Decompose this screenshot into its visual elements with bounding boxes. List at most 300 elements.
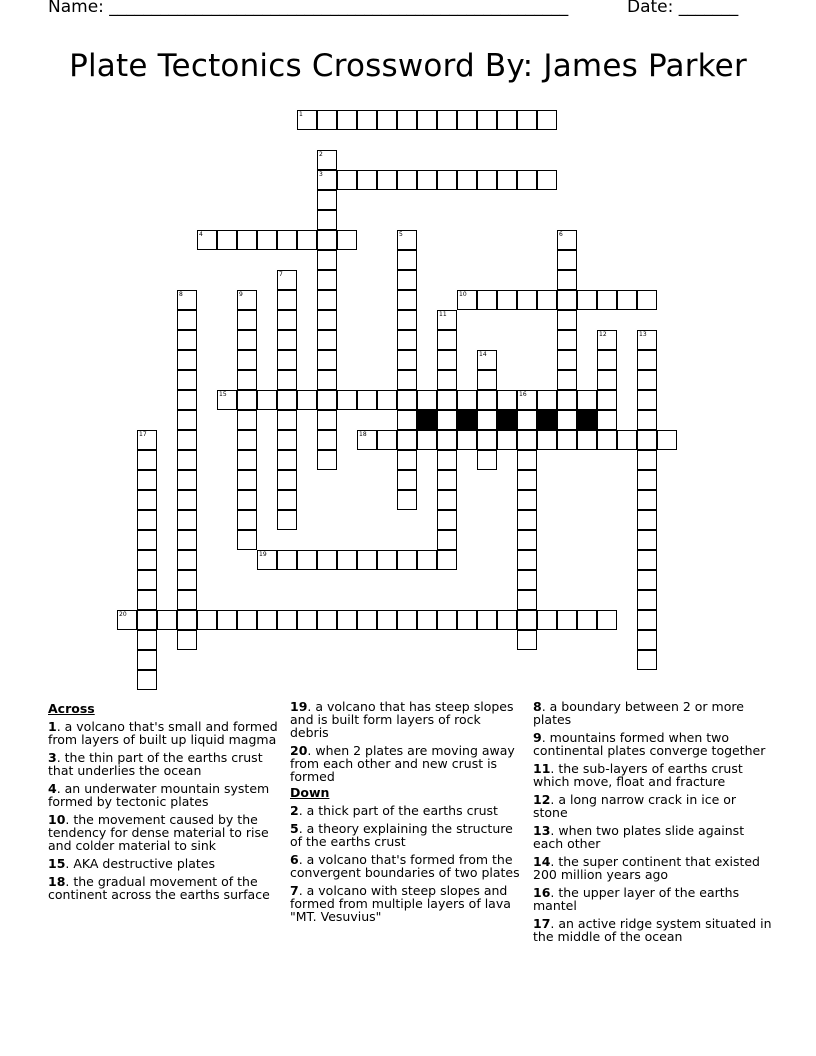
clue-item	[533, 917, 773, 943]
letter-cell[interactable]	[437, 450, 457, 470]
letter-cell[interactable]	[397, 430, 417, 450]
letter-cell[interactable]	[397, 270, 417, 290]
letter-cell[interactable]	[397, 410, 417, 430]
letter-cell[interactable]	[137, 570, 157, 590]
letter-cell[interactable]	[137, 550, 157, 570]
clue-number: 9	[239, 291, 243, 298]
letter-cell[interactable]	[277, 330, 297, 350]
letter-cell[interactable]	[477, 370, 497, 390]
letter-cell[interactable]	[177, 390, 197, 410]
letter-cell[interactable]	[317, 110, 337, 130]
letter-cell[interactable]	[237, 530, 257, 550]
letter-cell[interactable]	[237, 390, 257, 410]
letter-cell[interactable]	[277, 470, 297, 490]
letter-cell[interactable]	[637, 450, 657, 470]
letter-cell[interactable]	[257, 230, 277, 250]
letter-cell[interactable]	[177, 630, 197, 650]
letter-cell[interactable]	[557, 290, 577, 310]
name-field[interactable]: Name: ______________________________________________________	[48, 0, 569, 17]
letter-cell[interactable]	[637, 650, 657, 670]
letter-cell[interactable]	[437, 410, 457, 430]
clue-text: . a volcano that's small and formed from layers of built up liquid magma	[48, 719, 278, 747]
letter-cell[interactable]	[397, 610, 417, 630]
letter-cell[interactable]	[177, 510, 197, 530]
letter-cell[interactable]	[357, 170, 377, 190]
clue-number: 4	[48, 781, 57, 796]
letter-cell[interactable]	[497, 610, 517, 630]
clue-item	[290, 884, 520, 923]
letter-cell[interactable]	[317, 550, 337, 570]
clue-item	[48, 782, 280, 808]
clue-item	[48, 875, 280, 901]
letter-cell[interactable]	[277, 450, 297, 470]
letter-cell[interactable]	[637, 630, 657, 650]
letter-cell[interactable]	[317, 410, 337, 430]
letter-cell[interactable]	[317, 390, 337, 410]
clue-item	[290, 744, 520, 783]
letter-cell[interactable]	[177, 410, 197, 430]
letter-cell[interactable]	[637, 530, 657, 550]
letter-cell[interactable]	[517, 530, 537, 550]
letter-cell[interactable]	[457, 110, 477, 130]
letter-cell[interactable]	[297, 610, 317, 630]
letter-cell[interactable]	[557, 410, 577, 430]
clue-number: 11	[439, 311, 447, 318]
letter-cell[interactable]	[397, 230, 417, 250]
letter-cell[interactable]	[497, 170, 517, 190]
letter-cell[interactable]	[397, 250, 417, 270]
clue-number: 3	[319, 171, 323, 178]
letter-cell[interactable]	[397, 350, 417, 370]
letter-cell[interactable]	[217, 390, 237, 410]
letter-cell[interactable]	[137, 510, 157, 530]
letter-cell[interactable]	[377, 390, 397, 410]
clue-number: 14	[533, 854, 551, 869]
letter-cell[interactable]	[417, 110, 437, 130]
letter-cell[interactable]	[497, 290, 517, 310]
clue-number: 7	[279, 271, 283, 278]
letter-cell[interactable]	[137, 590, 157, 610]
letter-cell[interactable]	[477, 110, 497, 130]
letter-cell[interactable]	[437, 430, 457, 450]
letter-cell[interactable]	[517, 170, 537, 190]
letter-cell[interactable]	[237, 290, 257, 310]
letter-cell[interactable]	[517, 430, 537, 450]
letter-cell[interactable]	[537, 390, 557, 410]
letter-cell[interactable]	[137, 630, 157, 650]
clue-text: . when two plates slide against each other	[533, 823, 745, 851]
letter-cell[interactable]	[437, 170, 457, 190]
clue-number: 6	[290, 852, 299, 867]
letter-cell[interactable]	[577, 290, 597, 310]
letter-cell[interactable]	[397, 310, 417, 330]
letter-cell[interactable]	[457, 290, 477, 310]
letter-cell[interactable]	[177, 450, 197, 470]
letter-cell[interactable]	[337, 390, 357, 410]
clue-number: 12	[599, 331, 607, 338]
letter-cell[interactable]	[517, 610, 537, 630]
letter-cell[interactable]	[557, 350, 577, 370]
letter-cell[interactable]	[177, 330, 197, 350]
date-field[interactable]: Date: _______	[627, 0, 739, 17]
letter-cell[interactable]	[597, 430, 617, 450]
letter-cell[interactable]	[197, 610, 217, 630]
letter-cell[interactable]	[517, 390, 537, 410]
letter-cell[interactable]	[377, 610, 397, 630]
letter-cell[interactable]	[237, 370, 257, 390]
letter-cell[interactable]	[637, 410, 657, 430]
letter-cell[interactable]	[237, 510, 257, 530]
letter-cell[interactable]	[597, 330, 617, 350]
letter-cell[interactable]	[397, 550, 417, 570]
letter-cell[interactable]	[297, 230, 317, 250]
letter-cell[interactable]	[537, 610, 557, 630]
letter-cell[interactable]	[197, 230, 217, 250]
clue-number: 19	[290, 699, 308, 714]
letter-cell[interactable]	[437, 110, 457, 130]
clue-number: 1	[299, 111, 303, 118]
clue-text: . when 2 plates are moving away from each other and new crust is formed	[290, 743, 515, 784]
letter-cell[interactable]	[437, 390, 457, 410]
letter-cell[interactable]	[377, 110, 397, 130]
clue-number: 16	[519, 391, 527, 398]
clue-text: . a volcano that's formed from the convergent boundaries of two plates	[290, 852, 520, 880]
clue-number: 14	[479, 351, 487, 358]
letter-cell[interactable]	[237, 350, 257, 370]
clue-number: 2	[290, 803, 299, 818]
letter-cell[interactable]	[317, 450, 337, 470]
letter-cell[interactable]	[417, 550, 437, 570]
clue-item	[290, 804, 520, 817]
letter-cell[interactable]	[177, 290, 197, 310]
letter-cell[interactable]	[397, 470, 417, 490]
letter-cell[interactable]	[557, 250, 577, 270]
letter-cell[interactable]	[517, 470, 537, 490]
letter-cell[interactable]	[497, 110, 517, 130]
black-cell	[417, 410, 437, 430]
letter-cell[interactable]	[637, 550, 657, 570]
clue-number: 8	[533, 699, 542, 714]
letter-cell[interactable]	[137, 650, 157, 670]
letter-cell[interactable]	[317, 430, 337, 450]
letter-cell[interactable]	[377, 550, 397, 570]
black-cell	[577, 410, 597, 430]
letter-cell[interactable]	[397, 450, 417, 470]
letter-cell[interactable]	[417, 170, 437, 190]
letter-cell[interactable]	[277, 610, 297, 630]
letter-cell[interactable]	[517, 570, 537, 590]
clue-number: 12	[533, 792, 551, 807]
letter-cell[interactable]	[557, 270, 577, 290]
letter-cell[interactable]	[277, 410, 297, 430]
letter-cell[interactable]	[357, 610, 377, 630]
letter-cell[interactable]	[657, 430, 677, 450]
letter-cell[interactable]	[517, 490, 537, 510]
letter-cell[interactable]	[517, 410, 537, 430]
letter-cell[interactable]	[177, 350, 197, 370]
letter-cell[interactable]	[437, 530, 457, 550]
down-heading: Down	[290, 785, 330, 800]
letter-cell[interactable]	[577, 430, 597, 450]
letter-cell[interactable]	[137, 670, 157, 690]
clue-item	[290, 822, 520, 848]
letter-cell[interactable]	[317, 290, 337, 310]
letter-cell[interactable]	[517, 290, 537, 310]
clue-text: . a volcano that has steep slopes and is built form layers of rock debris	[290, 699, 514, 740]
letter-cell[interactable]	[477, 450, 497, 470]
letter-cell[interactable]	[317, 170, 337, 190]
letter-cell[interactable]	[477, 390, 497, 410]
letter-cell[interactable]	[177, 490, 197, 510]
letter-cell[interactable]	[557, 610, 577, 630]
letter-cell[interactable]	[237, 610, 257, 630]
letter-cell[interactable]	[477, 290, 497, 310]
letter-cell[interactable]	[457, 610, 477, 630]
letter-cell[interactable]	[317, 610, 337, 630]
letter-cell[interactable]	[277, 430, 297, 450]
letter-cell[interactable]	[237, 310, 257, 330]
clue-text: . a thick part of the earths crust	[298, 803, 498, 818]
letter-cell[interactable]	[637, 350, 657, 370]
letter-cell[interactable]	[257, 390, 277, 410]
letter-cell[interactable]	[557, 310, 577, 330]
letter-cell[interactable]	[477, 170, 497, 190]
letter-cell[interactable]	[637, 330, 657, 350]
clue-number: 5	[290, 821, 299, 836]
letter-cell[interactable]	[597, 390, 617, 410]
letter-cell[interactable]	[557, 330, 577, 350]
letter-cell[interactable]	[637, 590, 657, 610]
letter-cell[interactable]	[217, 230, 237, 250]
letter-cell[interactable]	[357, 550, 377, 570]
letter-cell[interactable]	[637, 610, 657, 630]
letter-cell[interactable]	[277, 350, 297, 370]
clues-column-2	[290, 700, 520, 923]
letter-cell[interactable]	[317, 150, 337, 170]
letter-cell[interactable]	[277, 510, 297, 530]
letter-cell[interactable]	[277, 370, 297, 390]
letter-cell[interactable]	[317, 230, 337, 250]
letter-cell[interactable]	[117, 610, 137, 630]
clue-number: 20	[290, 743, 308, 758]
letter-cell[interactable]	[277, 270, 297, 290]
letter-cell[interactable]	[357, 390, 377, 410]
letter-cell[interactable]	[297, 390, 317, 410]
letter-cell[interactable]	[437, 510, 457, 530]
letter-cell[interactable]	[337, 170, 357, 190]
letter-cell[interactable]	[437, 610, 457, 630]
letter-cell[interactable]	[317, 190, 337, 210]
letter-cell[interactable]	[437, 310, 457, 330]
letter-cell[interactable]	[377, 430, 397, 450]
clue-text: . a long narrow crack in ice or stone	[533, 792, 737, 820]
letter-cell[interactable]	[517, 110, 537, 130]
letter-cell[interactable]	[597, 410, 617, 430]
letter-cell[interactable]	[537, 170, 557, 190]
clue-number: 8	[179, 291, 183, 298]
letter-cell[interactable]	[317, 350, 337, 370]
letter-cell[interactable]	[557, 390, 577, 410]
letter-cell[interactable]	[537, 430, 557, 450]
letter-cell[interactable]	[437, 350, 457, 370]
letter-cell[interactable]	[477, 430, 497, 450]
clue-number: 17	[139, 431, 147, 438]
letter-cell[interactable]	[477, 350, 497, 370]
letter-cell[interactable]	[537, 110, 557, 130]
letter-cell[interactable]	[177, 610, 197, 630]
letter-cell[interactable]	[457, 390, 477, 410]
letter-cell[interactable]	[557, 370, 577, 390]
letter-cell[interactable]	[137, 610, 157, 630]
letter-cell[interactable]	[317, 270, 337, 290]
letter-cell[interactable]	[337, 230, 357, 250]
letter-cell[interactable]	[277, 390, 297, 410]
letter-cell[interactable]	[517, 550, 537, 570]
letter-cell[interactable]	[237, 230, 257, 250]
letter-cell[interactable]	[137, 430, 157, 450]
clue-item	[290, 853, 520, 879]
letter-cell[interactable]	[397, 110, 417, 130]
letter-cell[interactable]	[297, 110, 317, 130]
clue-text: . the movement caused by the tendency for dense material to rise and colder material to sink	[48, 812, 269, 853]
clue-number: 6	[559, 231, 563, 238]
letter-cell[interactable]	[557, 430, 577, 450]
letter-cell[interactable]	[597, 350, 617, 370]
letter-cell[interactable]	[637, 290, 657, 310]
letter-cell[interactable]	[237, 470, 257, 490]
letter-cell[interactable]	[477, 410, 497, 430]
letter-cell[interactable]	[237, 330, 257, 350]
letter-cell[interactable]	[317, 310, 337, 330]
letter-cell[interactable]	[577, 610, 597, 630]
letter-cell[interactable]	[337, 550, 357, 570]
letter-cell[interactable]	[457, 430, 477, 450]
letter-cell[interactable]	[237, 450, 257, 470]
letter-cell[interactable]	[597, 290, 617, 310]
letter-cell[interactable]	[497, 430, 517, 450]
letter-cell[interactable]	[437, 550, 457, 570]
letter-cell[interactable]	[177, 310, 197, 330]
letter-cell[interactable]	[277, 230, 297, 250]
clue-text: . the sub-layers of earths crust which move, float and fracture	[533, 761, 743, 789]
letter-cell[interactable]	[177, 430, 197, 450]
letter-cell[interactable]	[277, 490, 297, 510]
letter-cell[interactable]	[637, 570, 657, 590]
letter-cell[interactable]	[497, 390, 517, 410]
letter-cell[interactable]	[437, 490, 457, 510]
letter-cell[interactable]	[557, 230, 577, 250]
letter-cell[interactable]	[277, 310, 297, 330]
letter-cell[interactable]	[277, 290, 297, 310]
letter-cell[interactable]	[577, 390, 597, 410]
letter-cell[interactable]	[357, 110, 377, 130]
letter-cell[interactable]	[637, 510, 657, 530]
letter-cell[interactable]	[417, 610, 437, 630]
letter-cell[interactable]	[397, 370, 417, 390]
clue-number: 7	[290, 883, 299, 898]
letter-cell[interactable]	[517, 590, 537, 610]
letter-cell[interactable]	[357, 430, 377, 450]
letter-cell[interactable]	[597, 370, 617, 390]
letter-cell[interactable]	[237, 490, 257, 510]
letter-cell[interactable]	[637, 490, 657, 510]
letter-cell[interactable]	[397, 330, 417, 350]
letter-cell[interactable]	[137, 450, 157, 470]
letter-cell[interactable]	[137, 490, 157, 510]
letter-cell[interactable]	[177, 590, 197, 610]
letter-cell[interactable]	[317, 330, 337, 350]
letter-cell[interactable]	[397, 290, 417, 310]
letter-cell[interactable]	[337, 610, 357, 630]
letter-cell[interactable]	[177, 530, 197, 550]
letter-cell[interactable]	[397, 170, 417, 190]
letter-cell[interactable]	[517, 630, 537, 650]
letter-cell[interactable]	[417, 430, 437, 450]
letter-cell[interactable]	[517, 450, 537, 470]
letter-cell[interactable]	[617, 290, 637, 310]
letter-cell[interactable]	[637, 430, 657, 450]
letter-cell[interactable]	[137, 470, 157, 490]
letter-cell[interactable]	[377, 170, 397, 190]
letter-cell[interactable]	[637, 470, 657, 490]
letter-cell[interactable]	[177, 550, 197, 570]
letter-cell[interactable]	[237, 410, 257, 430]
letter-cell[interactable]	[177, 570, 197, 590]
clue-number: 10	[459, 291, 467, 298]
clue-text: . a theory explaining the structure of the earths crust	[290, 821, 513, 849]
letter-cell[interactable]	[157, 610, 177, 630]
clue-text: . an active ridge system situated in the middle of the ocean	[533, 916, 772, 944]
letter-cell[interactable]	[177, 470, 197, 490]
clue-number: 1	[48, 719, 57, 734]
letter-cell[interactable]	[137, 530, 157, 550]
letter-cell[interactable]	[337, 110, 357, 130]
letter-cell[interactable]	[237, 430, 257, 450]
letter-cell[interactable]	[637, 370, 657, 390]
clue-number: 19	[259, 551, 267, 558]
letter-cell[interactable]	[177, 370, 197, 390]
letter-cell[interactable]	[437, 370, 457, 390]
black-cell	[537, 410, 557, 430]
letter-cell[interactable]	[217, 610, 237, 630]
letter-cell[interactable]	[317, 370, 337, 390]
letter-cell[interactable]	[637, 390, 657, 410]
clue-number: 4	[199, 231, 203, 238]
letter-cell[interactable]	[537, 290, 557, 310]
clue-item	[533, 731, 773, 757]
letter-cell[interactable]	[297, 550, 317, 570]
letter-cell[interactable]	[457, 170, 477, 190]
letter-cell[interactable]	[437, 330, 457, 350]
letter-cell[interactable]	[437, 470, 457, 490]
letter-cell[interactable]	[397, 390, 417, 410]
letter-cell[interactable]	[597, 610, 617, 630]
letter-cell[interactable]	[277, 550, 297, 570]
letter-cell[interactable]	[257, 610, 277, 630]
letter-cell[interactable]	[517, 510, 537, 530]
letter-cell[interactable]	[397, 490, 417, 510]
letter-cell[interactable]	[257, 550, 277, 570]
clue-item	[533, 700, 773, 726]
clue-number: 18	[359, 431, 367, 438]
clue-item	[48, 813, 280, 852]
letter-cell[interactable]	[477, 610, 497, 630]
letter-cell[interactable]	[617, 430, 637, 450]
letter-cell[interactable]	[417, 390, 437, 410]
clue-number: 18	[48, 874, 66, 889]
letter-cell[interactable]	[317, 210, 337, 230]
letter-cell[interactable]	[317, 250, 337, 270]
